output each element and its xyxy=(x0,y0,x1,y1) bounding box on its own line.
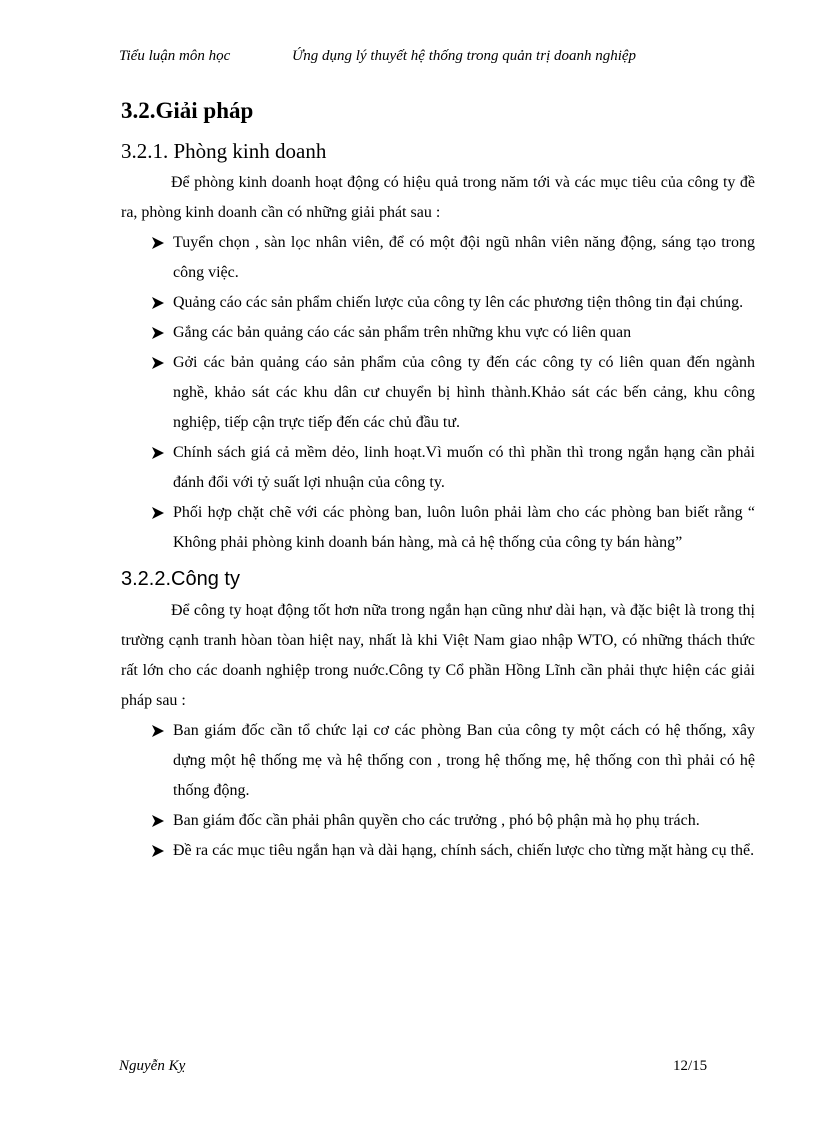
arrowhead-bullet-icon xyxy=(151,807,165,837)
arrowhead-bullet-icon xyxy=(151,349,165,379)
footer-author: Nguyễn Kỵ xyxy=(119,1058,186,1074)
sales-intro-paragraph: Để phòng kinh doanh hoạt động có hiệu quả trong năm tới và các mục tiêu của công ty đề ra, phòng kinh doanh cần có những giải phát sau : xyxy=(121,174,755,221)
list-item-text: Gởi các bản quảng cáo sản phẩm của công ty đến các công ty có liên quan đến ngành nghề, khảo sát các khu dân cư chuyển bị hình thành.Khảo sát các bến cảng, khu công nghiệp, tiếp cận trực tiếp đến các chủ đầu tư. xyxy=(173,354,755,431)
arrowhead-bullet-icon xyxy=(151,289,165,319)
list-item-text: Quảng cáo các sản phẩm chiến lược của công ty lên các phương tiện thông tin đại chúng. xyxy=(173,294,744,311)
subsection-title-company: 3.2.2.Công ty xyxy=(121,568,240,590)
arrowhead-bullet-icon xyxy=(151,837,165,867)
company-solutions-list xyxy=(121,716,755,866)
arrowhead-bullet-icon xyxy=(151,229,165,259)
sales-solutions-list xyxy=(121,228,755,558)
list-item xyxy=(121,288,755,318)
page-number: 12/15 xyxy=(673,1058,708,1074)
header-topic-title: Ứng dụng lý thuyết hệ thống trong quản trị doanh nghiệp xyxy=(292,48,637,64)
list-item xyxy=(121,318,755,348)
arrowhead-bullet-icon xyxy=(151,439,165,469)
main-content xyxy=(121,94,755,866)
header-course-label: Tiểu luận môn học xyxy=(119,48,231,64)
page-header xyxy=(119,48,759,70)
company-intro-paragraph: Để công ty hoạt động tốt hơn nữa trong ngắn hạn cũng như dài hạn, và đặc biệt là trong thị trường cạnh tranh hòan tòan hiệt nay, nhất là khi Việt Nam giao nhập WTO, có những thách thức rất lớn cho các doanh nghiệp trong nuớc.Công ty Cổ phần Hồng Lĩnh cần phải thực hiện các giải pháp sau : xyxy=(121,602,755,709)
list-item xyxy=(121,498,755,558)
list-item-text: Gắng các bản quảng cáo các sản phẩm trên những khu vực có liên quan xyxy=(173,324,632,341)
list-item-text: Chính sách giá cả mềm dẻo, linh hoạt.Vì muốn có thì phần thì trong ngắn hạng cần phải đánh đổi với tỷ suất lợi nhuận của công ty. xyxy=(173,444,755,491)
arrowhead-bullet-icon xyxy=(151,717,165,747)
list-item xyxy=(121,228,755,288)
list-item xyxy=(121,716,755,806)
list-item xyxy=(121,836,755,866)
list-item-text: Ban giám đốc cần phải phân quyền cho các trưởng , phó bộ phận mà họ phụ trách. xyxy=(173,812,700,829)
list-item xyxy=(121,806,755,836)
section-title: 3.2.Giải pháp xyxy=(121,98,254,123)
subsection-title-sales: 3.2.1. Phòng kinh doanh xyxy=(121,139,327,163)
list-item-text: Đề ra các mục tiêu ngắn hạn và dài hạng, chính sách, chiến lược cho từng mặt hàng cụ thể. xyxy=(173,842,755,859)
list-item-text: Ban giám đốc cần tổ chức lại cơ các phòng Ban của công ty một cách có hệ thống, xây dựng một hệ thống mẹ và hệ thống con , trong hệ thống mẹ, hệ thống con thì phải có hệ thống động. xyxy=(173,722,755,799)
list-item xyxy=(121,348,755,438)
arrowhead-bullet-icon xyxy=(151,499,165,529)
list-item xyxy=(121,438,755,498)
list-item-text: Tuyển chọn , sàn lọc nhân viên, để có một đội ngũ nhân viên năng động, sáng tạo trong công việc. xyxy=(173,234,755,281)
arrowhead-bullet-icon xyxy=(151,319,165,349)
list-item-text: Phối hợp chặt chẽ với các phòng ban, luôn luôn phải làm cho các phòng ban biết rằng “ Không phải phòng kinh doanh bán hàng, mà cả hệ thống của công ty bán hàng” xyxy=(173,504,755,551)
